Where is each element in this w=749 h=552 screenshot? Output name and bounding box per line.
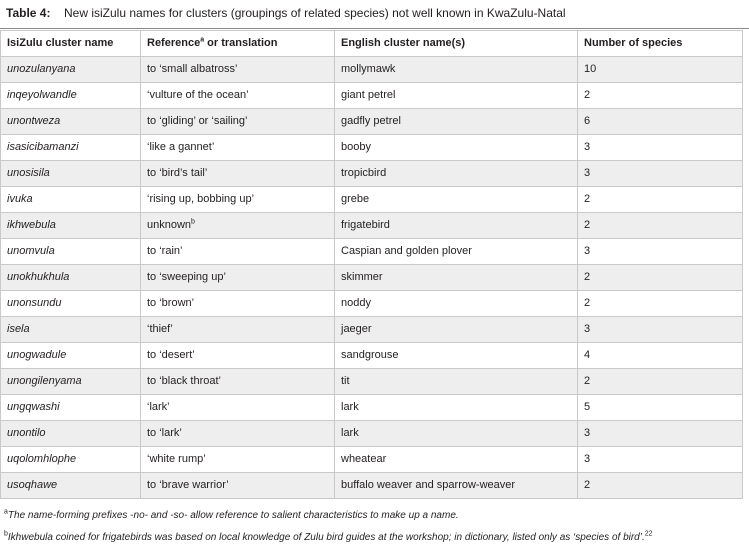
cell-english-name bbox=[335, 265, 578, 291]
table-row bbox=[1, 421, 743, 447]
cell-zulu-name-text: isasicibamanzi bbox=[7, 141, 79, 153]
cell-english-name bbox=[335, 57, 578, 83]
cell-reference-text: ‘thief’ bbox=[147, 323, 173, 335]
cell-species-count-text: 2 bbox=[584, 193, 591, 205]
cell-english-name bbox=[335, 83, 578, 109]
footnote-a bbox=[4, 510, 459, 521]
cell-zulu-name bbox=[1, 447, 141, 473]
cell-zulu-name bbox=[1, 265, 141, 291]
table-caption bbox=[0, 0, 749, 26]
cell-zulu-name bbox=[1, 109, 141, 135]
footnote-a-mark: a bbox=[4, 508, 8, 516]
table-row bbox=[1, 395, 743, 421]
cell-species-count-text: 3 bbox=[584, 245, 591, 257]
cell-reference bbox=[141, 291, 335, 317]
cell-species-count-text: 3 bbox=[584, 323, 591, 335]
footnote-b-text: Ikhwebula coined for frigatebirds was based on local knowledge of Zulu bird guides at the workshop; in dictionary, listed only as ‘species of bird’. bbox=[7, 532, 645, 543]
cell-reference bbox=[141, 135, 335, 161]
cell-species-count-text: 3 bbox=[584, 427, 591, 439]
cell-english-name-text: tit bbox=[341, 375, 350, 387]
cell-reference-text: unknown bbox=[147, 219, 192, 231]
table-row bbox=[1, 83, 743, 109]
cell-zulu-name bbox=[1, 421, 141, 447]
table-row bbox=[1, 369, 743, 395]
cell-zulu-name-text: unontilo bbox=[7, 427, 46, 439]
cell-zulu-name bbox=[1, 213, 141, 239]
cell-english-name bbox=[335, 395, 578, 421]
cell-reference-text: to ‘brave warrior’ bbox=[147, 479, 229, 491]
caption-label: Table 4: bbox=[6, 6, 51, 20]
cell-english-name bbox=[335, 213, 578, 239]
cell-zulu-name bbox=[1, 473, 141, 499]
cell-reference bbox=[141, 239, 335, 265]
cell-english-name bbox=[335, 343, 578, 369]
cell-reference bbox=[141, 473, 335, 499]
cell-english-name bbox=[335, 317, 578, 343]
cell-english-name-text: wheatear bbox=[341, 453, 387, 465]
header-zulu-name: IsiZulu cluster name bbox=[1, 31, 141, 57]
table-row bbox=[1, 291, 743, 317]
cell-zulu-name bbox=[1, 161, 141, 187]
cell-species-count bbox=[578, 239, 743, 265]
cell-species-count-text: 3 bbox=[584, 453, 591, 465]
footnote-b-mark: b bbox=[4, 530, 8, 538]
cell-species-count bbox=[578, 161, 743, 187]
cell-species-count bbox=[578, 343, 743, 369]
cell-reference-text: to ‘sweeping up’ bbox=[147, 271, 226, 283]
cell-species-count-text: 3 bbox=[584, 167, 591, 179]
cell-species-count bbox=[578, 57, 743, 83]
cell-zulu-name-text: uqolomhlophe bbox=[7, 453, 77, 465]
cell-zulu-name-text: unonsundu bbox=[7, 297, 62, 309]
cell-zulu-name-text: unontweza bbox=[7, 115, 61, 127]
cell-reference bbox=[141, 57, 335, 83]
cell-zulu-name-text: unomvula bbox=[7, 245, 55, 257]
cell-english-name bbox=[335, 447, 578, 473]
cell-reference bbox=[141, 421, 335, 447]
table-row bbox=[1, 161, 743, 187]
cell-reference-text: to ‘black throat’ bbox=[147, 375, 221, 387]
cell-zulu-name-text: unokhukhula bbox=[7, 271, 70, 283]
caption-text: New isiZulu names for clusters (groupings of related species) not well known in KwaZulu-Natal bbox=[64, 6, 566, 20]
cell-zulu-name bbox=[1, 395, 141, 421]
cell-species-count bbox=[578, 317, 743, 343]
table-row bbox=[1, 473, 743, 499]
cell-zulu-name-text: unozulanyana bbox=[7, 63, 76, 75]
cell-zulu-name bbox=[1, 57, 141, 83]
cell-reference-text: ‘like a gannet’ bbox=[147, 141, 215, 153]
table-body bbox=[1, 57, 743, 499]
header-row bbox=[1, 31, 743, 57]
table-row bbox=[1, 135, 743, 161]
cell-reference-text: to ‘small albatross’ bbox=[147, 63, 238, 75]
cell-species-count bbox=[578, 265, 743, 291]
cell-zulu-name-text: ikhwebula bbox=[7, 219, 56, 231]
cell-reference bbox=[141, 447, 335, 473]
cell-english-name-text: lark bbox=[341, 401, 359, 413]
cell-species-count bbox=[578, 187, 743, 213]
cell-zulu-name bbox=[1, 187, 141, 213]
cell-english-name-text: jaeger bbox=[341, 323, 372, 335]
cell-zulu-name bbox=[1, 135, 141, 161]
cell-reference bbox=[141, 317, 335, 343]
cell-zulu-name bbox=[1, 317, 141, 343]
cell-reference bbox=[141, 109, 335, 135]
table-row bbox=[1, 57, 743, 83]
cell-species-count bbox=[578, 421, 743, 447]
cell-species-count-text: 2 bbox=[584, 271, 591, 283]
cell-species-count-text: 6 bbox=[584, 115, 591, 127]
cell-english-name bbox=[335, 161, 578, 187]
cell-english-name-text: tropicbird bbox=[341, 167, 387, 179]
cell-reference bbox=[141, 369, 335, 395]
cell-reference bbox=[141, 343, 335, 369]
cell-reference-text: ‘vulture of the ocean’ bbox=[147, 89, 249, 101]
header-reference-text: Reference bbox=[147, 37, 201, 49]
cell-reference bbox=[141, 213, 335, 239]
cell-reference-text: ‘white rump’ bbox=[147, 453, 206, 465]
cell-zulu-name-text: ivuka bbox=[7, 193, 33, 205]
header-reference-footnote-mark: a bbox=[200, 36, 205, 44]
cell-english-name-text: Caspian and golden plover bbox=[341, 245, 472, 257]
footnote-a-text: The name-forming prefixes -no- and -so- allow reference to salient characteristics to make up a name. bbox=[7, 510, 459, 521]
cell-reference-text: ‘rising up, bobbing up’ bbox=[147, 193, 255, 205]
cell-english-name-text: grebe bbox=[341, 193, 370, 205]
table-row bbox=[1, 213, 743, 239]
cell-species-count-text: 5 bbox=[584, 401, 591, 413]
header-reference-text-rest: or translation bbox=[204, 37, 278, 49]
table-row bbox=[1, 187, 743, 213]
header-reference bbox=[141, 31, 335, 57]
footnote-b-reference: 22 bbox=[644, 530, 653, 538]
cell-species-count-text: 10 bbox=[584, 63, 597, 75]
cell-zulu-name-text: unogwadule bbox=[7, 349, 67, 361]
cell-zulu-name bbox=[1, 291, 141, 317]
table-row bbox=[1, 239, 743, 265]
cell-english-name bbox=[335, 473, 578, 499]
cell-species-count bbox=[578, 213, 743, 239]
cell-reference-text: to ‘bird’s tail’ bbox=[147, 167, 208, 179]
cell-reference-text: to ‘rain’ bbox=[147, 245, 183, 257]
cell-english-name bbox=[335, 187, 578, 213]
cell-reference-text: to ‘desert’ bbox=[147, 349, 195, 361]
cell-species-count-text: 2 bbox=[584, 297, 591, 309]
cell-species-count-text: 2 bbox=[584, 89, 591, 101]
cell-english-name bbox=[335, 421, 578, 447]
table-row bbox=[1, 109, 743, 135]
cell-species-count-text: 3 bbox=[584, 141, 591, 153]
cell-species-count bbox=[578, 395, 743, 421]
cell-english-name-text: mollymawk bbox=[341, 63, 396, 75]
cell-zulu-name bbox=[1, 239, 141, 265]
cell-english-name-text: sandgrouse bbox=[341, 349, 399, 361]
cell-species-count bbox=[578, 83, 743, 109]
cell-species-count-text: 2 bbox=[584, 479, 591, 491]
cell-species-count-text: 2 bbox=[584, 219, 591, 231]
table-row bbox=[1, 343, 743, 369]
cell-reference-text: to ‘lark’ bbox=[147, 427, 182, 439]
cell-species-count-text: 2 bbox=[584, 375, 591, 387]
cell-reference-text: ‘lark’ bbox=[147, 401, 170, 413]
cell-english-name bbox=[335, 239, 578, 265]
cell-english-name-text: buffalo weaver and sparrow-weaver bbox=[341, 479, 516, 491]
cell-zulu-name-text: unongilenyama bbox=[7, 375, 82, 387]
cell-species-count bbox=[578, 135, 743, 161]
cell-english-name-text: booby bbox=[341, 141, 371, 153]
header-species-count: Number of species bbox=[578, 31, 743, 57]
cell-zulu-name-text: usoqhawe bbox=[7, 479, 58, 491]
cell-species-count bbox=[578, 447, 743, 473]
cell-zulu-name bbox=[1, 83, 141, 109]
cell-zulu-name-text: inqeyolwandle bbox=[7, 89, 77, 101]
table-row bbox=[1, 447, 743, 473]
cell-english-name-text: lark bbox=[341, 427, 359, 439]
cell-reference bbox=[141, 187, 335, 213]
caption-divider bbox=[0, 28, 749, 29]
cell-english-name-text: gadfly petrel bbox=[341, 115, 401, 127]
cell-reference-footnote-mark: b bbox=[191, 218, 195, 226]
cell-zulu-name-text: ungqwashi bbox=[7, 401, 60, 413]
cell-english-name bbox=[335, 291, 578, 317]
cell-reference bbox=[141, 265, 335, 291]
cell-reference bbox=[141, 83, 335, 109]
species-table bbox=[0, 30, 743, 499]
cell-species-count bbox=[578, 291, 743, 317]
cell-species-count-text: 4 bbox=[584, 349, 591, 361]
footnote-b bbox=[4, 532, 653, 543]
cell-english-name-text: giant petrel bbox=[341, 89, 396, 101]
cell-reference-text: to ‘gliding’ or ‘sailing’ bbox=[147, 115, 248, 127]
table-row bbox=[1, 317, 743, 343]
cell-english-name-text: frigatebird bbox=[341, 219, 390, 231]
cell-species-count bbox=[578, 109, 743, 135]
cell-reference bbox=[141, 395, 335, 421]
cell-reference-text: to ‘brown’ bbox=[147, 297, 195, 309]
cell-reference bbox=[141, 161, 335, 187]
cell-english-name bbox=[335, 109, 578, 135]
cell-english-name-text: skimmer bbox=[341, 271, 383, 283]
cell-english-name bbox=[335, 369, 578, 395]
table-row bbox=[1, 265, 743, 291]
cell-species-count bbox=[578, 473, 743, 499]
cell-species-count bbox=[578, 369, 743, 395]
cell-zulu-name-text: unosisila bbox=[7, 167, 50, 179]
header-english-name: English cluster name(s) bbox=[335, 31, 578, 57]
cell-english-name-text: noddy bbox=[341, 297, 371, 309]
cell-english-name bbox=[335, 135, 578, 161]
cell-zulu-name-text: isela bbox=[7, 323, 30, 335]
cell-zulu-name bbox=[1, 343, 141, 369]
cell-zulu-name bbox=[1, 369, 141, 395]
